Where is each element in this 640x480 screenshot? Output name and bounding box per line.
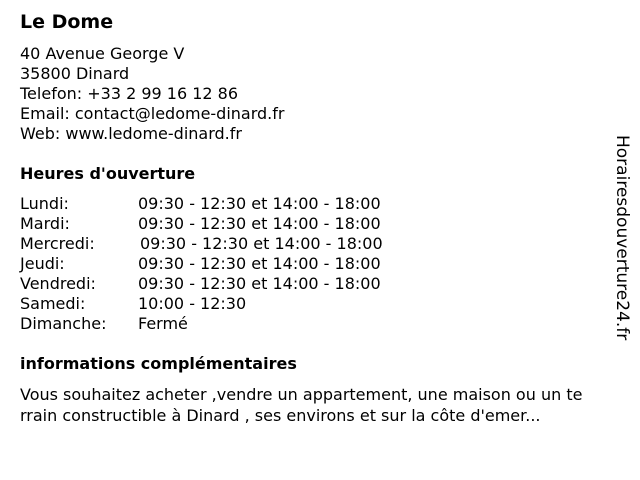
- hours-row-sunday: [20, 314, 500, 334]
- additional-info-heading: informations complémentaires: [20, 354, 297, 373]
- description-text: [20, 384, 630, 426]
- phone-number: Telefon: +33 2 99 16 12 86: [20, 84, 239, 103]
- day-hours: 09:30 - 12:30 et 14:00 - 18:00: [138, 274, 381, 293]
- hours-row-tuesday: [20, 214, 500, 234]
- description-line-2: rrain constructible à Dinard , ses environs et sur la côte d'emer...: [20, 406, 541, 425]
- day-label: Vendredi:: [20, 274, 96, 293]
- day-hours: 09:30 - 12:30 et 14:00 - 18:00: [138, 254, 381, 273]
- day-label: Samedi:: [20, 294, 86, 313]
- day-label: Lundi:: [20, 194, 69, 213]
- address-street: 40 Avenue George V: [20, 44, 185, 63]
- day-label: Dimanche:: [20, 314, 107, 333]
- description-line-1: Vous souhaitez acheter ,vendre un appartement, une maison ou un te: [20, 385, 583, 404]
- day-hours: 10:00 - 12:30: [138, 294, 247, 313]
- watermark-text: Horairesdouverture24.fr: [612, 135, 632, 341]
- day-label: Mardi:: [20, 214, 70, 233]
- hours-row-friday: [20, 274, 500, 294]
- address-city: 35800 Dinard: [20, 64, 130, 83]
- email-address: Email: contact@ledome-dinard.fr: [20, 104, 285, 123]
- day-hours: 09:30 - 12:30 et 14:00 - 18:00: [138, 214, 381, 233]
- day-label: Jeudi:: [20, 254, 65, 273]
- hours-row-thursday: [20, 254, 500, 274]
- business-name: Le Dome: [20, 11, 114, 33]
- day-hours: Fermé: [138, 314, 188, 333]
- day-hours: 09:30 - 12:30 et 14:00 - 18:00: [138, 194, 381, 213]
- hours-row-wednesday: [20, 234, 500, 254]
- hours-row-saturday: [20, 294, 500, 314]
- hours-row-monday: [20, 194, 500, 214]
- website: Web: www.ledome-dinard.fr: [20, 124, 242, 143]
- opening-hours-heading: Heures d'ouverture: [20, 164, 196, 183]
- day-label: Mercredi:: [20, 234, 95, 253]
- day-hours: 09:30 - 12:30 et 14:00 - 18:00: [140, 234, 383, 253]
